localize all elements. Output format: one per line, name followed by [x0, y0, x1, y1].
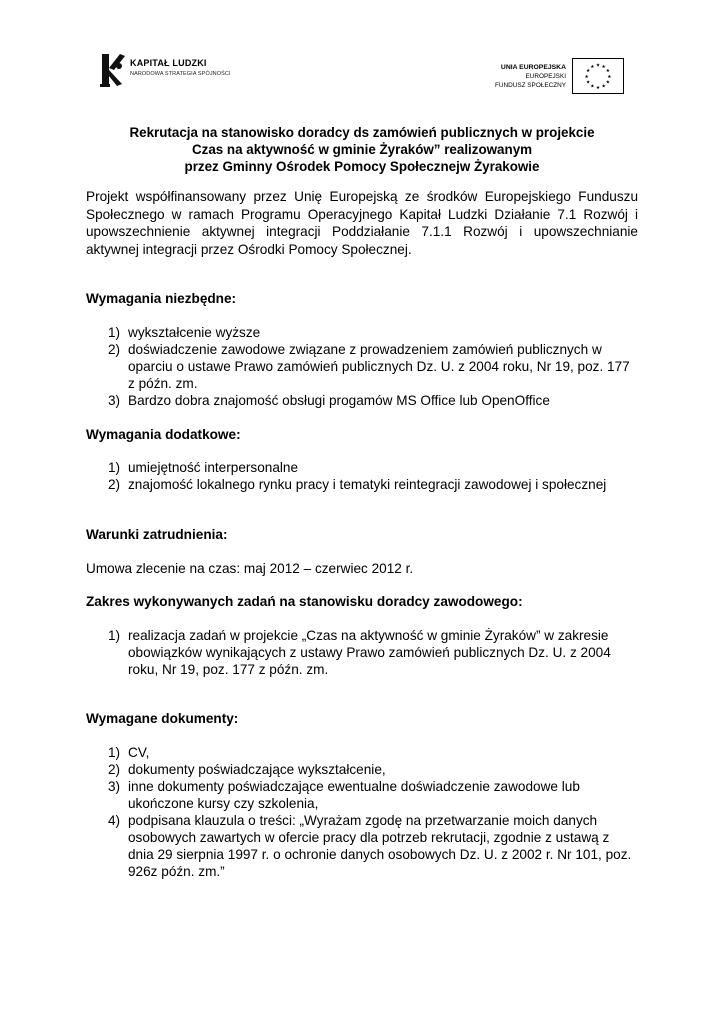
svg-text:★: ★ — [601, 84, 606, 90]
svg-text:★: ★ — [590, 84, 595, 90]
eu-line-2: EUROPEJSKI — [525, 73, 566, 80]
required-list — [86, 324, 638, 409]
kapital-ludzki-emblem-icon — [100, 50, 126, 88]
additional-heading: Wymagania dodatkowe: — [86, 427, 241, 442]
list-item — [86, 392, 638, 409]
list-number: 1) — [108, 745, 121, 760]
eu-logo-text — [495, 63, 566, 90]
svg-text:★: ★ — [590, 65, 595, 71]
title-line-1: Rekrutacja na stanowisko doradcy ds zamówień publicznych w projekcie — [129, 125, 595, 140]
eu-line-1: UNIA EUROPEJSKA — [500, 64, 566, 71]
list-number: 2) — [108, 342, 121, 357]
additional-list — [86, 459, 638, 493]
list-text: umiejętność interpersonalne — [128, 460, 299, 475]
eu-line-3: FUNDUSZ SPOŁECZNY — [494, 82, 566, 89]
svg-text:★: ★ — [595, 63, 601, 69]
required-heading: Wymagania niezbędne: — [86, 291, 237, 306]
title-line-3: przez Gminny Ośrodek Pomocy Społecznejw Żyrakowie — [184, 159, 540, 174]
employment-text: Umowa zlecenie na czas: maj 2012 – czerwiec 2012 r. — [86, 561, 414, 576]
list-text: inne dokumenty poświadczające ewentualne doświadczenie zawodowe lub ukończone kursy czy szkolenia, — [128, 779, 580, 811]
kapital-ludzki-subtitle: NARODOWA STRATEGIA SPÓJNOŚCI — [130, 71, 231, 77]
eu-flag-icon — [572, 58, 624, 94]
list-text: wykształcenie wyższe — [128, 325, 261, 340]
list-item — [86, 459, 638, 476]
list-number: 2) — [108, 477, 121, 492]
list-item — [86, 341, 638, 392]
tasks-heading: Zakres wykonywanych zadań na stanowisku doradcy zawodowego: — [86, 594, 523, 609]
list-text: CV, — [128, 745, 150, 760]
list-text: podpisana klauzula o treści: „Wyrażam zgodę na przetwarzanie moich danych osobowych zawartych w ofercie pracy dla potrzeb rekrutacji, zgodnie z ustawą z dnia 29 sierpnia 1997 r. o ochronie danych osobowych Dz. U. z 2002 r. Nr 101, poz. 926z późn. zm.” — [128, 813, 632, 879]
kapital-ludzki-logo — [100, 50, 240, 92]
kapital-ludzki-title: KAPITAŁ LUDZKI — [130, 58, 207, 68]
list-text: dokumenty poświadczające wykształcenie, — [128, 762, 386, 777]
eu-logo — [488, 58, 624, 98]
list-number: 1) — [108, 325, 121, 340]
svg-text:★: ★ — [586, 69, 591, 75]
svg-text:★: ★ — [584, 74, 589, 80]
list-item — [86, 744, 638, 761]
list-item — [86, 812, 638, 880]
svg-text:★: ★ — [605, 69, 610, 75]
list-text: doświadczenie zawodowe związane z prowadzeniem zamówień publicznych w oparciu o ustawe Prawo zamówień publicznych Dz. U. z 2004 roku, Nr 19, poz. 177 z późn. zm. — [128, 342, 630, 391]
svg-text:★: ★ — [605, 80, 610, 86]
list-item — [86, 476, 638, 493]
list-text: realizacja zadań w projekcie „Czas na aktywność w gminie Żyraków” w zakresie obowiązków wynikających z ustawy Prawo zamówień publicznych Dz. U. z 2004 roku, Nr 19, poz. 177 z późn. zm. — [128, 628, 611, 677]
list-item — [86, 324, 638, 341]
documents-heading: Wymagane dokumenty: — [86, 711, 239, 726]
list-number: 4) — [108, 813, 121, 828]
list-number: 2) — [108, 762, 121, 777]
document-title — [90, 124, 634, 175]
list-number: 3) — [108, 393, 121, 408]
svg-text:★: ★ — [586, 80, 591, 86]
list-item — [86, 778, 638, 812]
list-number: 1) — [108, 460, 121, 475]
list-text: Bardzo dobra znajomość obsługi progamów MS Office lub OpenOffice — [128, 393, 550, 408]
svg-text:★: ★ — [595, 86, 601, 92]
list-number: 1) — [108, 628, 121, 643]
documents-list — [86, 744, 638, 880]
list-item — [86, 761, 638, 778]
svg-text:★: ★ — [601, 65, 606, 71]
list-text: znajomość lokalnego rynku pracy i tematyki reintegracji zawodowej i społecznej — [128, 477, 607, 492]
list-number: 3) — [108, 779, 121, 794]
employment-heading: Warunki zatrudnienia: — [86, 527, 228, 542]
tasks-list — [86, 627, 638, 678]
intro-paragraph: Projekt współfinansowany przez Unię Europejską ze środków Europejskiego Funduszu Społecznego w ramach Programu Operacyjnego Kapitał Ludzki Działanie 7.1 Rozwój i upowszechnienie aktywnej integracji Poddziałanie 7.1.1 Rozwój i upowszechnianie aktywnej integracji przez Ośrodki Pomocy Społecznej. — [86, 189, 638, 257]
title-line-2: Czas na aktywność w gminie Żyraków” realizowanym — [191, 142, 533, 157]
list-item — [86, 627, 638, 678]
svg-text:★: ★ — [607, 74, 612, 80]
